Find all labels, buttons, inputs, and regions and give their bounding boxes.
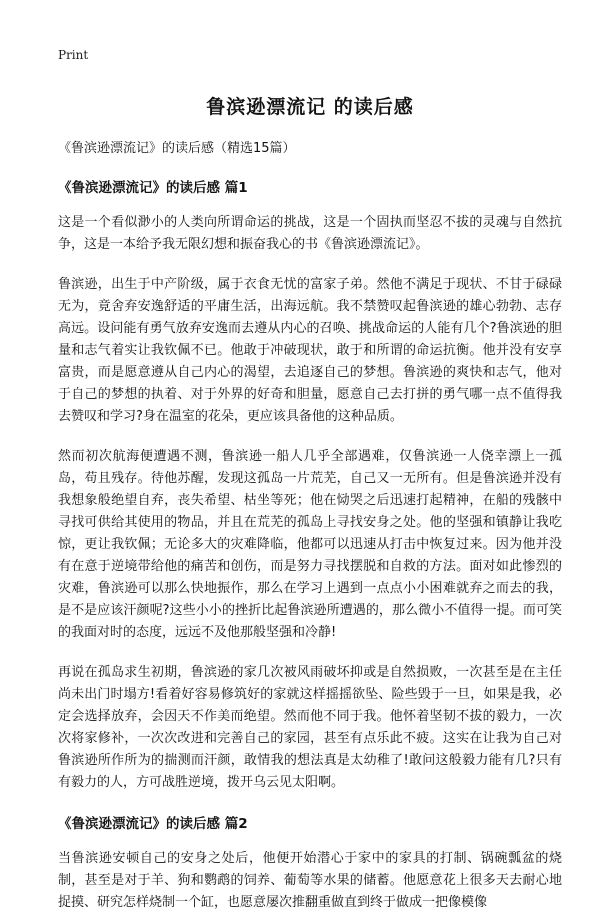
section-heading: 《鲁滨逊漂流记》的读后感 篇2: [58, 816, 248, 832]
print-link[interactable]: Print: [58, 48, 89, 62]
paragraph: 当鲁滨逊安顿自己的安身之处后，他便开始潜心于家中的家具的打制、锅碗瓢盆的烧制，甚至是对于羊、狗和鹦鹉的饲养、葡萄等水果的储蓄。他愿意花上很多天去耐心地捉摸、研究怎样烧制一个缸，也愿意屡次推翻重做直到终于做成一把像模像: [58, 851, 562, 910]
page-title: 鲁滨逊漂流记 的读后感: [206, 96, 414, 118]
section-2: [58, 812, 562, 914]
section-heading: 《鲁滨逊漂流记》的读后感 篇1: [58, 180, 248, 196]
paragraph: 鲁滨逊，出生于中产阶级，属于衣食无忧的富家子弟。然他不满足于现状、不甘于碌碌无为，竟舍弃安逸舒适的平庸生活，出海远航。我不禁赞叹起鲁滨逊的雄心勃勃、志存高远。设问能有勇气放弃安逸而去遵从内心的召唤、挑战命运的人能有几个?鲁滨逊的胆量和志气着实让我钦佩不已。他敢于冲破现状，敢于和所谓的命运抗衡。他并没有安享富贵，而是愿意遵从自己内心的渴望，去追逐自己的梦想。鲁滨逊的爽快和志气，他对于自己的梦想的执着、对于外界的好奇和胆量，愿意自己去打拼的勇气哪一点不值得我去赞叹和学习?身在温室的花朵，更应该具备他的这种品质。: [58, 277, 562, 424]
paragraph: 再说在孤岛求生初期，鲁滨逊的家几次被风雨破坏抑或是自然损败，一次甚至是在主任尚未出门时塌方!看着好容易修筑好的家就这样摇摇欲坠、险些毁于一旦，如果是我，必定会选择放弃，会因天不作美而绝望。然而他不同于我。他怀着坚韧不拔的毅力，一次次将家修补，一次次改进和完善自己的家园，甚至有点乐此不疲。这实在让我为自己对鲁滨逊所作所为的揣测而汗颜，敢情我的想法真是太幼稚了!敢问这般毅力能有几?只有有毅力的人，方可战胜逆境，拨开乌云见太阳啊。: [58, 665, 562, 790]
page-subtitle: 《鲁滨逊漂流记》的读后感（精选15篇）: [58, 141, 296, 156]
paragraph: 这是一个看似渺小的人类向所谓命运的挑战，这是一个固执而坚忍不拔的灵魂与自然抗争，这是一本给予我无限幻想和振奋我心的书《鲁滨逊漂流记》。: [58, 215, 562, 252]
paragraph: 然而初次航海便遭遇不测，鲁滨逊一船人几乎全部遇难，仅鲁滨逊一人侥幸漂上一孤岛，苟且残存。待他苏醒，发现这孤岛一片荒芜，自己又一无所有。但是鲁滨逊并没有我想象般绝望自弃，丧失希望、枯坐等死；他在恸哭之后迅速打起精神，在船的残骸中寻找可供给其使用的物品，并且在荒芜的孤岛上寻找安身之处。他的坚强和镇静让我吃惊，更让我钦佩；无论多大的灾难降临，他都可以迅速从打击中恢复过来。因为他并没有在意于逆境带给他的痛苦和创伤，而是努力寻找摆脱和自救的方法。面对如此惨烈的灾难，鲁滨逊可以那么快地振作，那么在学习上遇到一点点小小困难就弃之而去的我，是不是应该汗颜呢?这些小小的挫折比起鲁滨逊所遭遇的，那么微小不值得一提。而可笑的我面对时的态度，远远不及他那般坚强和冷静!: [58, 449, 562, 640]
section-1: [58, 176, 562, 794]
